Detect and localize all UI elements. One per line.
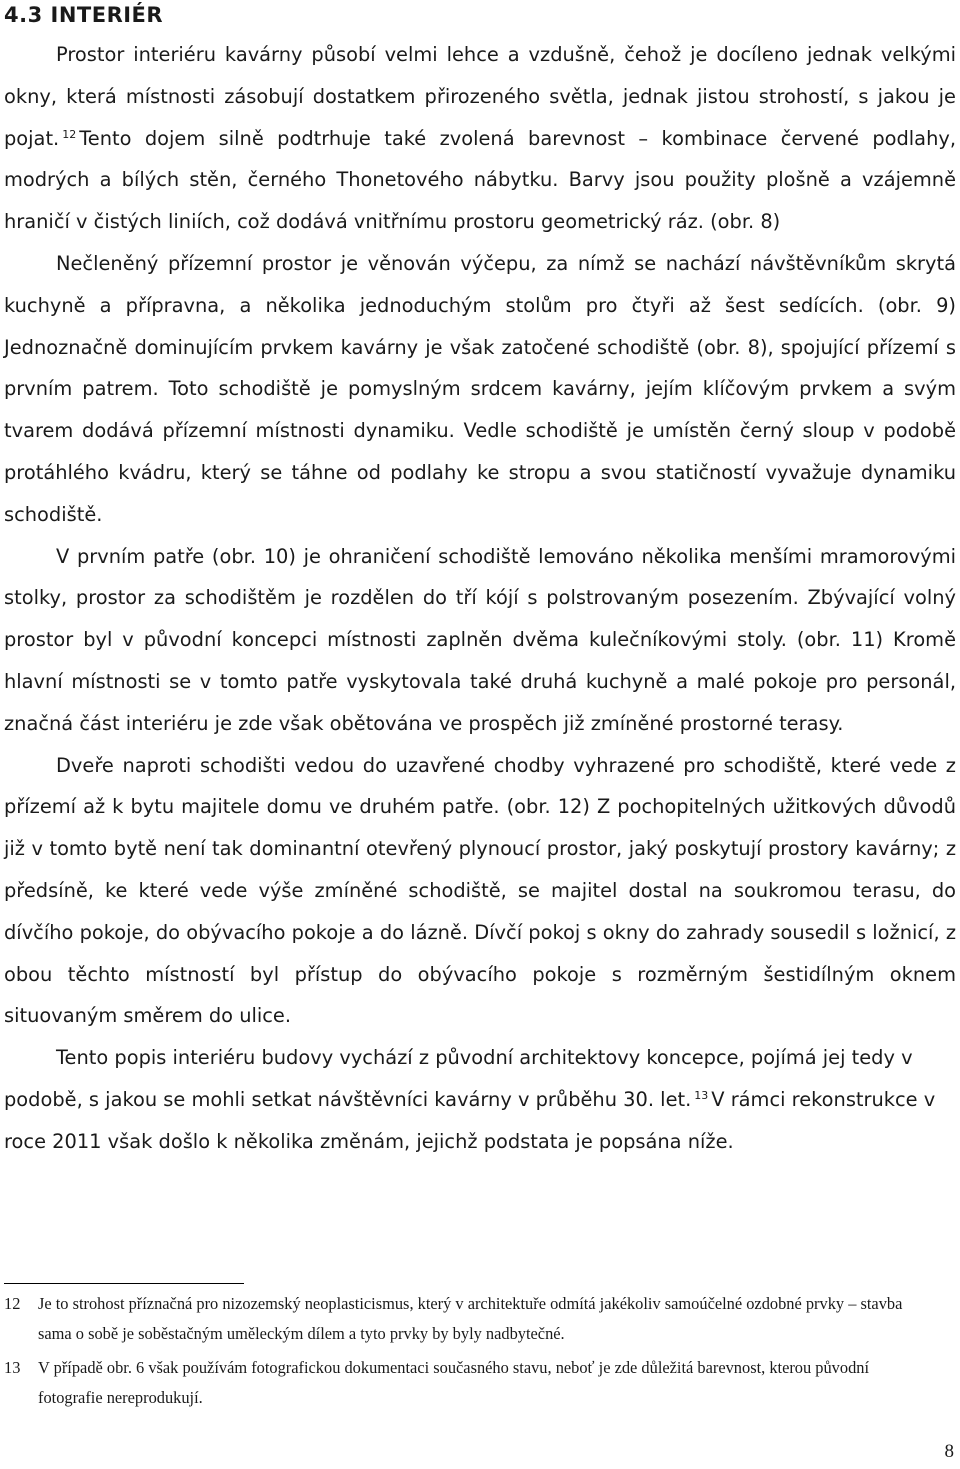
paragraph-4: Dveře naproti schodišti vedou do uzavřené chodby vyhrazené pro schodiště, které vede z přízemí až k bytu majitele domu ve druhém patře. (obr. 12) Z pochopitelných užitkových důvodů již v tomto bytě není tak dominantní otevřený plynoucí prostor, jaký poskytují prostory kavárny; z předsíně, ke které vede výše zmíněné schodiště, se majitel dostal na soukromou terasu, do dívčího pokoje, do obývacího pokoje a do lázně. Dívčí pokoj s okny do zahrady sousedil s ložnicí, z obou těchto místností byl přístup do obývacího pokoje s rozměrným šestidílným oknem situovaným směrem do ulice. [4,753,956,1028]
footnote-text: V případě obr. 6 však používám fotografickou dokumentaci současného stavu, neboť je zde důležitá barevnost, kterou původní fotografie nereprodukují. [38,1358,870,1407]
paragraph-text: Prostor interiéru kavárny působí velmi lehce a vzdušně, čehož je docíleno jednak velkými okny, která místnosti zásobují dostatkem přirozeného světla, jednak jistou strohostí, s jakou je pojat. [4,43,956,150]
paragraph-1 [4,34,956,243]
footnote-number: 12 [4,1294,21,1313]
paragraph-3: V prvním patře (obr. 10) je ohraničení schodiště lemováno několika menšími mramorovými stolky, prostor za schodištěm je rozdělen do tří kójí s polstrovaným posezením. Zbývající volný prostor byl v původní koncepci místnosti zaplněn dvěma kulečníkovými stoly. (obr. 11) Kromě hlavní místnosti se v tomto patře vyskytovala také druhá kuchyně a malé pokoje pro personál, značná část interiéru je zde však obětována ve prospěch již zmíněné prostorné terasy. [4,544,956,735]
paragraph-5 [4,1037,956,1162]
paragraph-text: Tento popis interiéru budovy vychází z původní architektovy koncepce, pojímá jej tedy v podobě, s jakou se mohli setkat návštěvníci kavárny v průběhu 30. let. [4,1046,913,1111]
footnotes [4,1289,904,1417]
footnote-reference[interactable]: 12 [62,127,77,141]
paragraph-text: V rámci rekonstrukce v roce 2011 však došlo k několika změnám, jejichž podstata je popsána níže. [4,1087,936,1153]
footnote-separator [4,1283,244,1284]
body-text [4,34,956,1163]
footnote [4,1289,904,1349]
footnote-number: 13 [4,1358,21,1377]
footnote-reference[interactable]: 13 [694,1088,709,1102]
footnote-text: Je to strohost příznačná pro nizozemský neoplasticismus, který v architektuře odmítá jakékoliv samoúčelné ozdobné prvky – stavba sama o sobě je soběstačným uměleckým dílem a tyto prvky by byly nadbytečné. [38,1294,903,1343]
paragraph-2: Nečleněný přízemní prostor je věnován výčepu, za nímž se nachází návštěvníkům skrytá kuchyně a přípravna, a několika jednoduchým stolům pro čtyři až šest sedících. (obr. 9) Jednoznačně dominujícím prvkem kavárny je však zatočené schodiště (obr. 8), spojující přízemí s prvním patrem. Toto schodiště je pomyslným srdcem kavárny, jejím klíčovým prvkem a svým tvarem dodává přízemní místnosti dynamiku. Vedle schodiště je umístěn černý sloup v podobě protáhlého kvádru, který se táhne od podlahy ke stropu a svou statičností vyvažuje dynamiku schodiště. [4,251,956,526]
page-number: 8 [944,1441,954,1462]
section-heading: 4.3 INTERIÉR [4,3,164,27]
paragraph-text: Tento dojem silně podtrhuje také zvolená barevnost – kombinace červené podlahy, modrých a bílých stěn, černého Thonetového nábytku. Barvy jsou použity plošně a vzájemně hraničí v čistých liniích, což dodává vnitřnímu prostoru geometrický ráz. (obr. 8) [4,126,956,234]
footnote [4,1353,904,1413]
